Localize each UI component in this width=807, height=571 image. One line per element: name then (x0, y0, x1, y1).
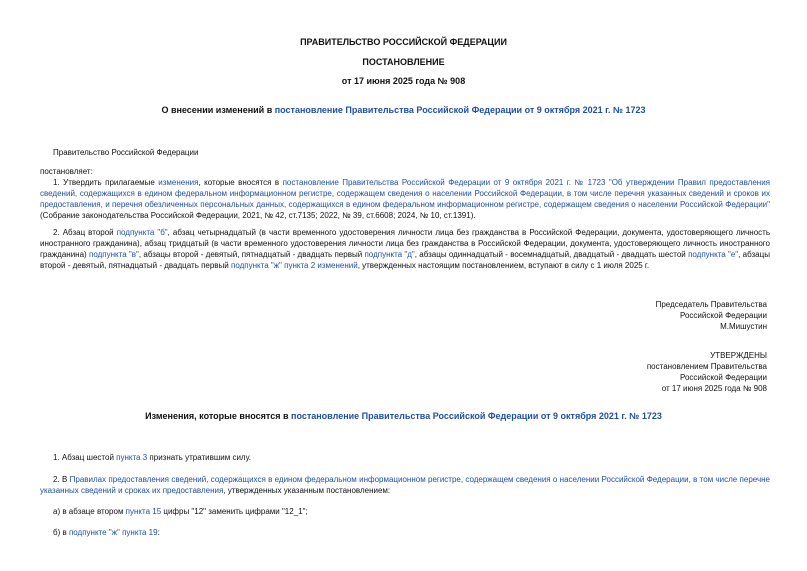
p2-text-6: , утвержденных настоящим постановлением, вступают в силу с 1 июля 2025 г. (357, 261, 650, 270)
signature-position: Председатель Правительства (655, 300, 767, 309)
p1-text-1: 1. Утвердить прилагаемые (53, 178, 159, 187)
approved-heading: УТВЕРЖДЕНЫ (710, 351, 767, 360)
p2-link-v[interactable]: подпункта "в" (89, 250, 139, 259)
c1-link-point3[interactable]: пункта 3 (116, 453, 148, 462)
government-name: Правительство Российской Федерации (53, 148, 199, 157)
c2-text-2: , утвержденных указанным постановлением: (223, 486, 391, 495)
signature-name: М.Мишустин (720, 322, 767, 331)
signature-block (656, 299, 767, 332)
approved-line-2: постановлением Правительства (646, 362, 767, 371)
document-title-link[interactable]: постановление Правительства Российской Федерации от 9 октября 2021 г. № 1723 (274, 105, 646, 115)
paragraph-1 (40, 177, 770, 221)
header-date-number: от 17 июня 2025 года № 908 (341, 76, 466, 86)
approved-block (647, 350, 767, 394)
c1-text-2: признать утратившим силу. (147, 453, 252, 462)
c2a-link-point15[interactable]: пункта 15 (125, 507, 162, 516)
p2-link-e[interactable]: подпункта "е" (688, 250, 739, 259)
changes-title (0, 411, 807, 422)
c2a-text-2: цифры "12" заменить цифрами "12_1"; (161, 507, 308, 516)
p1-text-3: (Собрание законодательства Российской Федерации, 2021, № 42, ст.7135; 2022, № 39, ст.6608; 2024, № 10, ст.1391). (40, 211, 476, 220)
c1-text-1: 1. Абзац шестой (53, 453, 117, 462)
change-item-2b (40, 527, 770, 538)
p2-text-3: , абзацы второй - девятый, пятнадцатый - двадцать первый (138, 250, 365, 259)
paragraph-2 (40, 227, 770, 271)
p1-link-resolution[interactable]: постановление Правительства Российской Федерации от 9 октября 2021 г. № 1723 "Об утверждении Правил предоставления сведений, содержащихся в едином федеральном информационном регистре, содержащем сведения о населении Российской Федерации, в том числе перечня указанных сведений и сроков их предоставления, и перечня обезличенных персональных данных, содержащихся в едином федеральном информационном регистре, содержащем сведения о населении Российской Федерации" (40, 178, 771, 209)
p2-text-2: , абзац четырнадцатый (в части временного удостоверения личности лица без гражданства в Российской Федерации, документа, удостоверяющего личность иностранного гражданина), абзац тридцатый (в части временного удостоверения личности лица без гражданства в Российской Федерации, документа, удостоверяющего личность иностранного гражданина) (40, 228, 771, 259)
p1-text-2: , которые вносятся в (198, 178, 283, 187)
c2a-text-1: а) в абзаце втором (53, 507, 126, 516)
approved-line-4: от 17 июня 2025 года № 908 (661, 384, 767, 393)
document-title (0, 105, 807, 116)
p2-link-zh[interactable]: подпункта "ж" пункта 2 изменений (231, 261, 358, 270)
c2b-text-1: б) в (53, 528, 69, 537)
p2-link-b[interactable]: подпункта "б" (116, 228, 168, 237)
changes-title-link[interactable]: постановление Правительства Российской Федерации от 9 октября 2021 г. № 1723 (291, 411, 662, 421)
change-item-1 (40, 452, 770, 463)
header-doctype: ПОСТАНОВЛЕНИЕ (362, 57, 445, 67)
change-item-2a (40, 506, 770, 517)
p1-link-changes[interactable]: изменения (158, 178, 199, 187)
header-org: ПРАВИТЕЛЬСТВО РОССИЙСКОЙ ФЕДЕРАЦИИ (300, 37, 507, 47)
decides-label: постановляет: (40, 167, 93, 176)
p2-text-1: 2. Абзац второй (53, 228, 117, 237)
document-title-prefix: О внесении изменений в (161, 105, 275, 115)
p2-text-4: , абзацы одиннадцатый - восемнадцатый, двадцатый - двадцать шестой (414, 250, 689, 259)
c2-text-1: 2. В (53, 475, 70, 484)
changes-title-prefix: Изменения, которые вносятся в (145, 411, 292, 421)
p2-link-d[interactable]: подпункта "д" (364, 250, 415, 259)
change-item-2 (40, 474, 770, 496)
p2-text-5: , абзацы второй - девятый, пятнадцатый - двадцать первый (40, 250, 770, 270)
c2-link-rules[interactable]: Правилах предоставления сведений, содержащихся в едином федеральном информационном регистре, содержащем сведения о населении Российской Федерации, в том числе перечне указанных сведений и сроках их предоставления (40, 475, 770, 495)
c2b-text-2: : (157, 528, 160, 537)
approved-line-3: Российской Федерации (680, 373, 767, 382)
signature-org: Российской Федерации (680, 311, 767, 320)
c2b-link-point19[interactable]: подпункте "ж" пункта 19 (68, 528, 158, 537)
